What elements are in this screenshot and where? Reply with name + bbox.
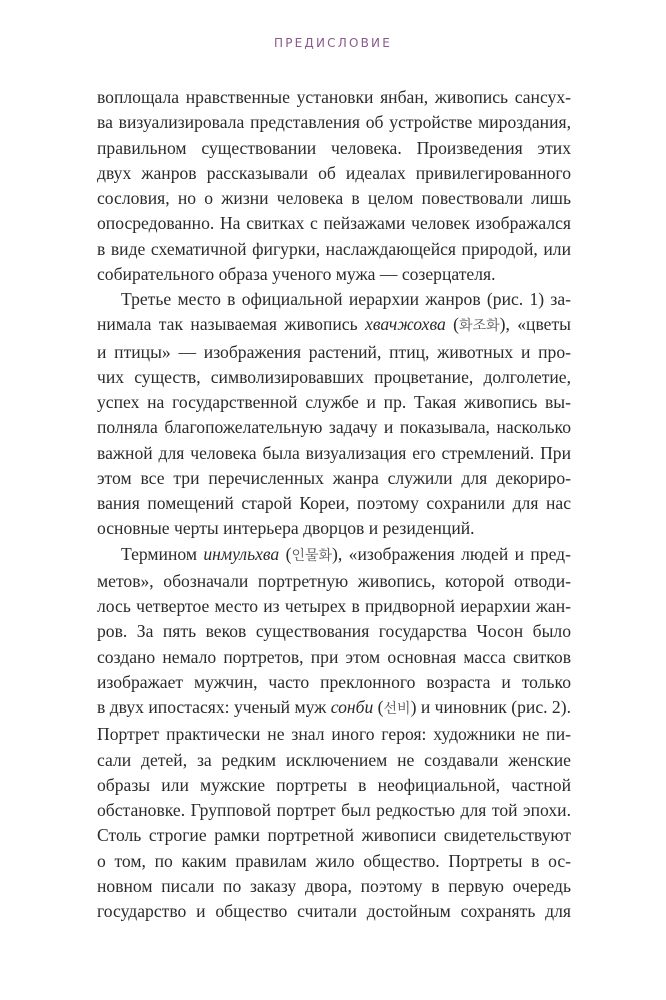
text-segment: ( <box>279 543 292 564</box>
text-line <box>97 237 571 262</box>
text-segment: ), «цветы <box>499 314 571 335</box>
text-segment: ), «изображения людей и пред- <box>332 543 571 564</box>
text-segment: сословия, но о жизни человека в целом повествовали лишь <box>97 188 571 208</box>
text-segment: опосредованно. На свитках с пейзажами человек изображался <box>97 213 571 234</box>
text-line <box>97 899 571 924</box>
text-segment: чих существ, символизировавших процветание, долголетие, <box>97 366 571 387</box>
text-segment: этом все три перечисленных жанра служили для декориро- <box>97 467 571 488</box>
text-line <box>97 110 571 135</box>
text-segment: воплощала нравственные установки янбан, живопись сансух- <box>97 87 571 107</box>
text-line <box>97 594 571 619</box>
text-line <box>97 569 571 594</box>
text-segment: сали детей, за редким исключением не создавали женские <box>97 749 571 770</box>
text-segment: и птицы» — изображения растений, птиц, животных и про- <box>97 341 571 362</box>
text-line <box>97 849 571 874</box>
text-line <box>97 823 571 848</box>
text-line <box>97 211 571 236</box>
text-line <box>97 722 571 747</box>
text-line <box>97 645 571 670</box>
text-segment: вания помещений старой Кореи, поэтому сохранили для нас <box>97 493 571 513</box>
text-segment: о том, по каким правилам жило общество. Портреты в ос- <box>97 850 571 871</box>
text-segment: собирательного образа ученого мужа — созерцателя. <box>97 263 496 284</box>
text-segment: образы или мужские портреты в неофициальной, частной <box>97 774 571 795</box>
text-segment: метов», обозначали портретную живопись, которой отводи- <box>97 570 571 591</box>
text-segment: Третье место в официальной иерархии жанров (рис. 1) за- <box>121 289 571 309</box>
text-line <box>97 340 571 365</box>
text-line <box>97 874 571 899</box>
text-line <box>97 695 571 722</box>
text-line <box>97 466 571 491</box>
text-line <box>97 491 571 516</box>
text-segment: двух жанров рассказывали об идеалах привилегированного <box>97 162 571 183</box>
text-line <box>97 390 571 415</box>
text-line <box>97 161 571 186</box>
text-segment: Столь строгие рамки портретной живописи свидетельствуют <box>97 825 571 846</box>
text-segment: правильном существовании человека. Произведения этих <box>97 137 571 158</box>
text-segment: нимала так называемая живопись <box>97 314 366 335</box>
text-segment: ( <box>373 697 384 717</box>
text-line <box>97 619 571 644</box>
text-line <box>97 441 571 466</box>
text-segment: ( <box>445 314 460 335</box>
text-segment: важной для человека была визуализация его стремлений. При <box>97 442 571 463</box>
text-segment: Термином <box>121 543 204 564</box>
text-line <box>97 287 571 312</box>
text-segment: в виде схематичной фигурки, наслаждающейся природой, или <box>97 238 571 259</box>
text-segment: создано немало портретов, при этом основная масса свитков <box>97 646 571 667</box>
text-line <box>97 85 571 110</box>
italic-term: сонби <box>330 697 374 717</box>
text-segment: обстановке. Групповой портрет был редкостью для той эпохи. <box>97 800 571 820</box>
text-line <box>97 136 571 161</box>
text-segment: новном писали по заказу двора, поэтому в первую очередь <box>97 875 571 896</box>
text-line <box>97 542 571 569</box>
text-line <box>97 365 571 390</box>
text-segment: ва визуализировала представления об устройстве мироздания, <box>97 112 571 133</box>
text-segment: ) и чиновник (рис. 2). <box>410 697 571 717</box>
text-line <box>97 312 571 339</box>
text-segment: основные черты интерьера дворцов и резиденций. <box>97 518 475 539</box>
text-segment: государство и общество считали достойным сохранять для <box>97 901 571 921</box>
korean-term: 화조화 <box>459 318 500 335</box>
text-line <box>97 262 571 287</box>
text-segment: успех на государственной службе и пр. Такая живопись вы- <box>97 392 571 412</box>
text-segment: Портрет практически не знал иного героя: художники не пи- <box>97 724 571 745</box>
text-line <box>97 798 571 823</box>
text-segment: в двух ипостасях: ученый муж <box>97 697 331 717</box>
paragraph <box>97 542 571 925</box>
paragraph <box>97 85 571 287</box>
paragraph <box>97 287 571 542</box>
running-header: ПРЕДИСЛОВИЕ <box>273 36 393 50</box>
text-line <box>97 516 571 541</box>
korean-term: 인물화 <box>291 547 333 564</box>
text-line <box>97 773 571 798</box>
italic-term: инмульхва <box>203 543 280 564</box>
text-segment: изображает мужчин, часто преклонного возраста и только <box>97 671 571 692</box>
korean-term: 선비 <box>383 701 411 717</box>
italic-term: хвачжохва <box>365 314 446 335</box>
text-segment: ров. За пять веков существования государства Чосон было <box>97 621 571 642</box>
text-line <box>97 670 571 695</box>
text-line <box>97 186 571 211</box>
text-segment: полняла благопожелательную задачу и показывала, насколько <box>97 417 571 438</box>
text-segment: лось четвертое место из четырех в придворной иерархии жан- <box>97 596 571 616</box>
body-text <box>97 85 571 924</box>
text-line <box>97 748 571 773</box>
text-line <box>97 415 571 440</box>
